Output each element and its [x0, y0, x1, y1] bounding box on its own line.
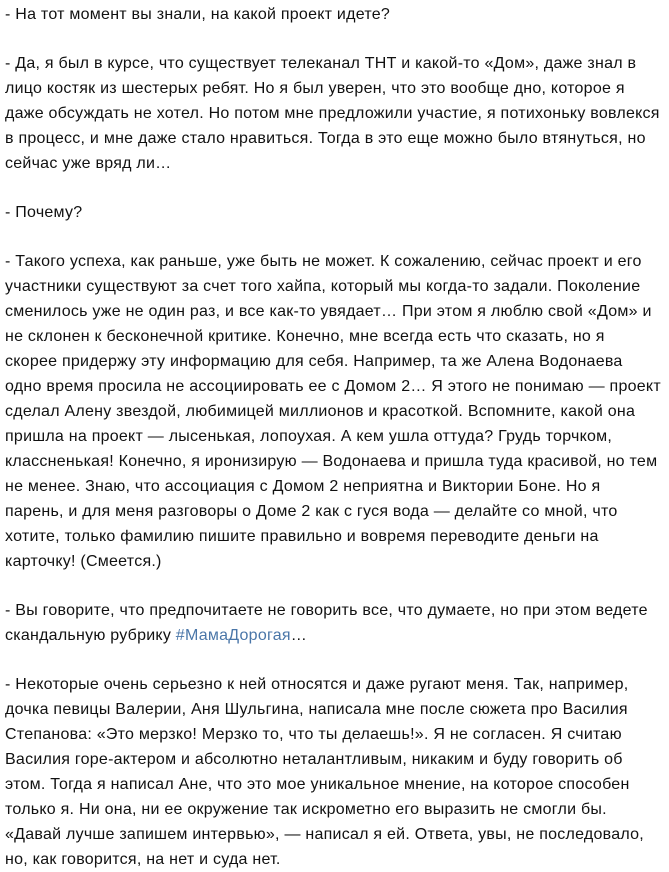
question-3-ellipsis: … [290, 627, 308, 644]
interview-answer-2: - Такого успеха, как раньше, уже быть не может. К сожалению, сейчас проект и его участники существуют за счет того хайпа, который мы когда-то задали. Поколение сменилось уже не один раз, и все как-то увядает… При этом я люблю свой «Дом» и не склонен к бесконечной критике. Конечно, мне всегда есть что сказать, но я скорее придержу эту информацию для себя. Например, та же Алена Водонаева одно время просила не ассоциировать ее с Домом 2… Я этого не понимаю — проект сделал Алену звездой, любимицей миллионов и красоткой. Вспомните, какой она пришла на проект — лысенькая, лопоухая. А кем ушла оттуда? Грудь торчком, классненькая! Конечно, я иронизирую — Водонаева и пришла туда красивой, но тем не менее. Знаю, что ассоциация с Домом 2 неприятна и Виктории Боне. Но я парень, и для меня разговоры о Доме 2 как с гуся вода — делайте со мной, что хотите, только фамилию пишите правильно и вовремя переводите деньги на карточку! (Смеется.) [5, 253, 661, 570]
interview-question-3 [5, 598, 661, 648]
interview-answer-1: - Да, я был в курсе, что существует телеканал ТНТ и какой-то «Дом», даже знал в лицо костяк из шестерых ребят. Но я был уверен, что это вообще дно, которое я даже обсуждать не хотел. Но потом мне предложили участие, я потихоньку вовлекся в процесс, и мне даже стало нравиться. Тогда в это еще можно было втянуться, но сейчас уже вряд ли… [5, 55, 660, 172]
question-3-text: - Вы говорите, что предпочитаете не говорить все, что думаете, но при этом ведете скандальную рубрику [5, 602, 648, 644]
interview-question-1: - На тот момент вы знали, на какой проект идете? [5, 6, 391, 23]
interview-answer-3: - Некоторые очень серьезно к ней относятся и даже ругают меня. Так, например, дочка певицы Валерии, Аня Шульгина, написала мне после сюжета про Василия Степанова: «Это мерзко! Мерзко то, что ты делаешь!». Я не согласен. Я считаю Василия горе-актером и абсолютно неталантливым, никаким и буду говорить об этом. Тогда я написал Ане, что это мое уникальное мнение, на которое способен только я. Ни она, ни ее окружение так искрометно его выразить не смогли бы. «Давай лучше запишем интервью», — написал я ей. Ответа, увы, не последовало, но, как говорится, на нет и суда нет. [5, 676, 644, 868]
interview-question-2: - Почему? [5, 204, 83, 221]
hashtag-link-mamadorogaya[interactable]: #МамаДорогая [175, 627, 291, 644]
